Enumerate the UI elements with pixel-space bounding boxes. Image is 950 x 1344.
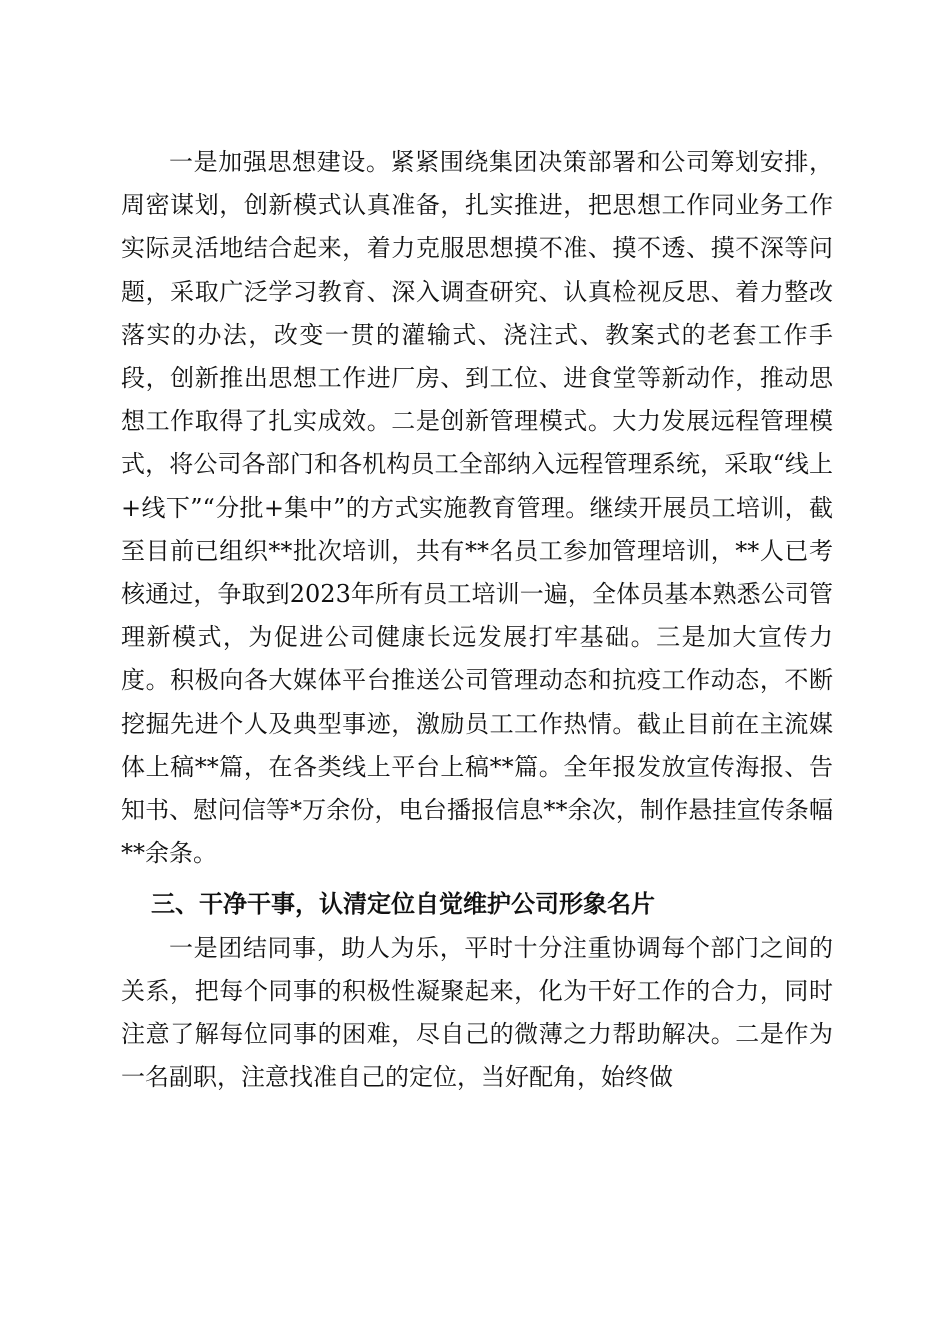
document-page: [121, 141, 833, 1099]
body-paragraph-1: 一是加强思想建设。紧紧围绕集团决策部署和公司筹划安排，周密谋划，创新模式认真准备，扎实推进，把思想工作同业务工作实际灵活地结合起来，着力克服思想摸不准、摸不透、摸不深等问题，采取广泛学习教育、深入调查研究、认真检视反思、着力整改落实的办法，改变一贯的灌输式、浇注式、教案式的老套工作手段，创新推出思想工作进厂房、到工位、进食堂等新动作，推动思想工作取得了扎实成效。二是创新管理模式。大力发展远程管理模式，将公司各部门和各机构员工全部纳入远程管理系统，采取“线上+线下”“分批+集中”的方式实施教育管理。继续开展员工培训，截至目前已组织**批次培训，共有**名员工参加管理培训，**人已考核通过，争取到2023年所有员工培训一遍，全体员基本熟悉公司管理新模式，为促进公司健康长远发展打牢基础。三是加大宣传力度。积极向各大媒体平台推送公司管理动态和抗疫工作动态，不断挖掘先进个人及典型事迹，激励员工工作热情。截止目前在主流媒体上稿**篇，在各类线上平台上稿**篇。全年报发放宣传海报、告知书、慰问信等*万余份，电台播报信息**余次，制作悬挂宣传条幅**余条。: [121, 148, 833, 868]
body-paragraph-2: 一是团结同事，助人为乐，平时十分注重协调每个部门之间的关系，把每个同事的积极性凝聚起来，化为干好工作的合力，同时注意了解每位同事的困难，尽自己的微薄之力帮助解决。二是作为一名副职，注意找准自己的定位，当好配角，始终做: [121, 933, 833, 1092]
section-heading-3: 三、干净干事，认清定位自觉维护公司形象名片: [151, 890, 655, 919]
